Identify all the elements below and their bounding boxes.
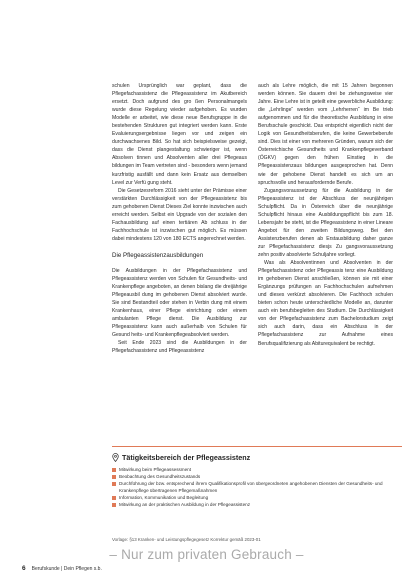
list-item: Beobachtung des Gesundheitszustands (112, 473, 402, 480)
paragraph: Die Ausbildungen in der Pflegefachassistenz und Pflegeassistenz werden von Schulen für Gesundheits- und Krankenpflege angeboten, an denen bislang die dreijährige Pflegeausbil dung im gehobenen Dienst absolviert wurde. Sie sind Bestandteil oder stehen in Verbin dung mit einem Krankenhaus, einer Pflege einrichtung oder einem ambulanten Pflege dienst. Die Ausbildung zur Pflegeassistenz kann auch außerhalb von Schulen für Gesund heits- und Krankenpflegeabsolviert werden. (112, 267, 247, 339)
watermark-text: – Nur zum privaten Gebrauch – (109, 547, 304, 562)
paragraph: Seit Ende 2023 sind die Ausbildungen in der Pflegefachassistenz und Pflegeassistenz (112, 340, 247, 355)
running-title: Berufskunde | Dein Pflegen s.b. (31, 566, 102, 572)
paragraph: schulen Ursprünglich war geplant, dass die Pflegefachassistenz die Pflegeassistenz im Akutbereich ersetzt. Doch aufgrund des gro ßen Personalmangels wurde diese Regelung wieder aufgehoben. Es wurden Modelle er arbeitet, wie diese neue Berufsgruppe in die bestehenden Strukturen gut integriert werden kann. Erste Evaluierungsergebnisse liegen vor und zeigen ein durchwachsenes Bild. So hat sich beispielsweise gezeigt, dass die Dienst plangestaltung schwieriger ist, wenn Absolven tinnen und Absolventen aller drei Pflegeaus bildungen im Team vertreten sind - besonders wenn jemand kurzfristig ausfällt und dann kein Ersatz aus demselben Level zur Verfü gung steht. (112, 83, 247, 186)
list-item: Mitwirkung an der praktischen Ausbildung in der Pflegeassistenz (112, 501, 402, 508)
paragraph: Die Gesetzesreform 2016 sieht unter der Prämisse einer verstärkten Durchlässigkeit von der Pflegeassistenz bis zum gehobenen Dienst Dieses Ziel konnte inzwischen auch erreicht werden. Selbst ein Upgrade von der sozialen den Fachausbildung auf einen tertiären Ab schluss in der Fachhochschule ist inzwischen gut möglich. Es müssen dabei mindestens 120 von 180 ECTS angerechnet werden. (112, 187, 247, 242)
paragraph: Zugangsvoraussetzung für die Ausbildung in der Pflegeassistenz ist der Abschluss der neunjährigen Schulpflicht. Da in Österreich über die neunjährige Schulpflicht hinaus eine Ausbildungspflicht bis zum 18. Lebensjahr be steht, ist die Pflegeassistenz in einer Lineare Angebot für den zweiten Bildungsweg. Bei den Assistenzberufen denen ab Erstausbildung daher ganze zur Pflegefachassistenz diesjs Zu gangsvoraussetzung zehn positiv absolvierte Schuljahre vorliegt. (258, 187, 393, 258)
section-heading: Die Pflegeassistenzausbildungen (112, 251, 204, 259)
list-item: Durchführung der bzw. entsprechend ihrem Qualifikationsprofil von übergeordneten angehobenen Diensten der Gesundheits- und Krankenpflege übertragenen Pflegemaßnahmen (112, 480, 402, 494)
bullet-square-icon (112, 468, 116, 472)
left-column (112, 82, 247, 356)
page-number: 6 (22, 565, 26, 572)
box-title: Tätigkeitsbereich der Pflegeassistenz (122, 453, 251, 462)
bullet-square-icon (112, 503, 116, 507)
box-header (112, 453, 402, 462)
right-column (258, 82, 393, 348)
info-box (112, 446, 402, 508)
task-list (112, 466, 402, 508)
bullet-square-icon (112, 496, 116, 500)
bullet-square-icon (112, 482, 116, 486)
list-item: Information, Kommunikation und Begleitung (112, 494, 402, 501)
source-note: Vorlage: §13 Kranken- und Leistungspflegegesetz Korrektur gemäß 2023-01 (112, 537, 261, 542)
location-pin-icon (112, 453, 119, 462)
list-item: Mitwirkung beim Pflegeassessment (112, 466, 402, 473)
paragraph: auch als Lehre möglich, die mit 15 Jahren begonnen werden können. Sie dauern drei be ziehungsweise vier Jahre. Eine Lehre ist in geteilt eine gewerbliche Ausbildung: die „Lehrlinge“ werden vom „Lehrherren“ im Be trieb aufgenommen und für die theoretische Ausbildung in eine Berufsschule geschickt. Das entspricht eigentlich nicht der Logik von Gesundheitsberufen, die keine Gewerbeberufe sind. Dies ist einer von mehreren Gründen, warum sich der Österreichische Gesundheits und Krankenpflegeverband (ÖGKV) gegen den frühen Einstieg in die Pflegeassistenzaus bildungen ausgesprochen hat. Denn wie der gehobene Dienst handelt es sich um an spruchsvolle und herausfordernde Berufe. (258, 83, 393, 186)
bullet-square-icon (112, 475, 116, 479)
paragraph: Was als Absolventinnen und Absolventen in der Pflegefachassistenz oder Pflegeassis tenz eine Ausbildung im gehobenen Dienst anschließen, können sie mit einer Ergänzungs prüfungen an Fachhochschulen aufnehmen und dieses verkürzt absolvieren. Die Fachhoch schulen bieten schon heute unterschiedliche Modelle an, darunter auch ein berufsbegleiten des Studium. Die Durchlässigkeit von der Pflegefachassistenz zum Bachelorstudium zeigt sich auch darin, dass ein Abschluss in der Pflegefachassistenz zur Aufnahme eines Berufsqualifizierung als Abiturequivalent be rechtigt. (258, 260, 393, 347)
page-footer (22, 565, 102, 572)
box-divider (112, 446, 402, 447)
